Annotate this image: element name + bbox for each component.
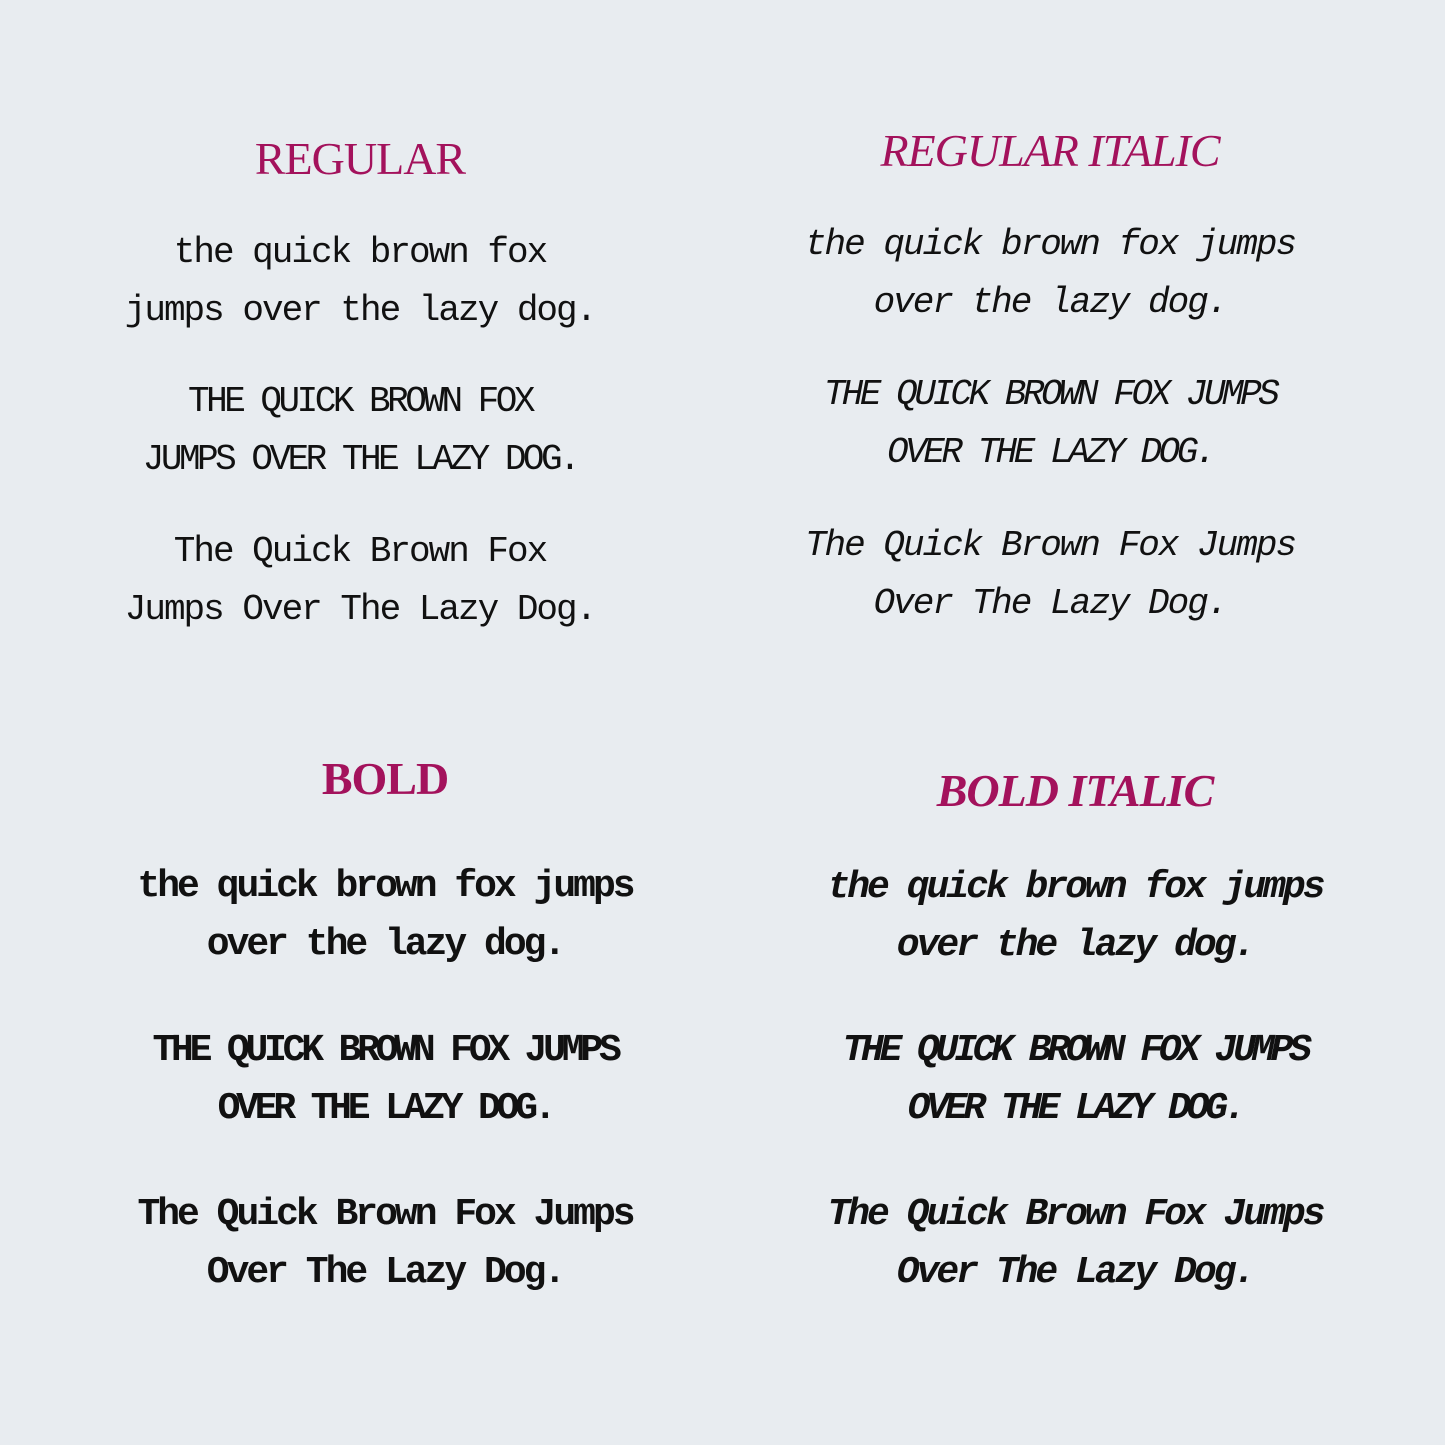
sample-line: the quick brown fox jumps bbox=[137, 865, 633, 908]
sample-titlecase bbox=[745, 1186, 1405, 1302]
sample-line: OVER THE LAZY DOG. bbox=[907, 1087, 1243, 1130]
sample-line: JUMPS OVER THE LAZY DOG. bbox=[142, 439, 578, 480]
sample-line: The Quick Brown Fox Jumps bbox=[137, 1193, 633, 1236]
sample-line: over the lazy dog. bbox=[896, 924, 1254, 967]
panel-title: REGULAR bbox=[254, 133, 466, 184]
sample-line: Over The Lazy Dog. bbox=[873, 583, 1227, 624]
panel-regular bbox=[40, 0, 680, 700]
panel-regular-italic bbox=[720, 0, 1380, 700]
sample-lowercase bbox=[40, 224, 680, 340]
sample-line: Over The Lazy Dog. bbox=[896, 1251, 1254, 1294]
sample-line: over the lazy dog. bbox=[873, 282, 1227, 323]
sample-titlecase bbox=[720, 517, 1380, 633]
sample-uppercase bbox=[40, 1022, 730, 1138]
sample-line: THE QUICK BROWN FOX JUMPS bbox=[152, 1029, 618, 1072]
sample-line: The Quick Brown Fox bbox=[173, 531, 547, 572]
sample-titlecase bbox=[40, 1186, 730, 1302]
sample-line: OVER THE LAZY DOG. bbox=[217, 1087, 553, 1130]
sample-line: the quick brown fox jumps bbox=[804, 224, 1296, 265]
sample-line: THE QUICK BROWN FOX JUMPS bbox=[823, 374, 1277, 415]
sample-line: Jumps Over The Lazy Dog. bbox=[124, 589, 596, 630]
sample-line: Over The Lazy Dog. bbox=[206, 1251, 564, 1294]
sample-line: OVER THE LAZY DOG. bbox=[887, 432, 1213, 473]
sample-line: THE QUICK BROWN FOX JUMPS bbox=[842, 1029, 1308, 1072]
panel-bold bbox=[40, 720, 730, 1400]
sample-uppercase bbox=[720, 366, 1380, 482]
sample-line: jumps over the lazy dog. bbox=[124, 290, 596, 331]
sample-lowercase bbox=[745, 859, 1405, 975]
sample-line: The Quick Brown Fox Jumps bbox=[804, 525, 1296, 566]
panel-title: BOLD ITALIC bbox=[936, 765, 1214, 816]
sample-titlecase bbox=[40, 523, 680, 639]
sample-line: THE QUICK BROWN FOX bbox=[188, 381, 532, 422]
sample-lowercase bbox=[720, 216, 1380, 332]
sample-line: The Quick Brown Fox Jumps bbox=[827, 1193, 1323, 1236]
sample-uppercase bbox=[40, 373, 680, 489]
sample-line: over the lazy dog. bbox=[206, 923, 564, 966]
sample-lowercase bbox=[40, 858, 730, 974]
panel-title: REGULAR ITALIC bbox=[880, 125, 1220, 176]
panel-bold-italic bbox=[745, 720, 1405, 1400]
sample-line: the quick brown fox bbox=[173, 232, 547, 273]
sample-line: the quick brown fox jumps bbox=[827, 866, 1323, 909]
sample-uppercase bbox=[745, 1022, 1405, 1138]
panel-title: BOLD bbox=[321, 753, 449, 804]
